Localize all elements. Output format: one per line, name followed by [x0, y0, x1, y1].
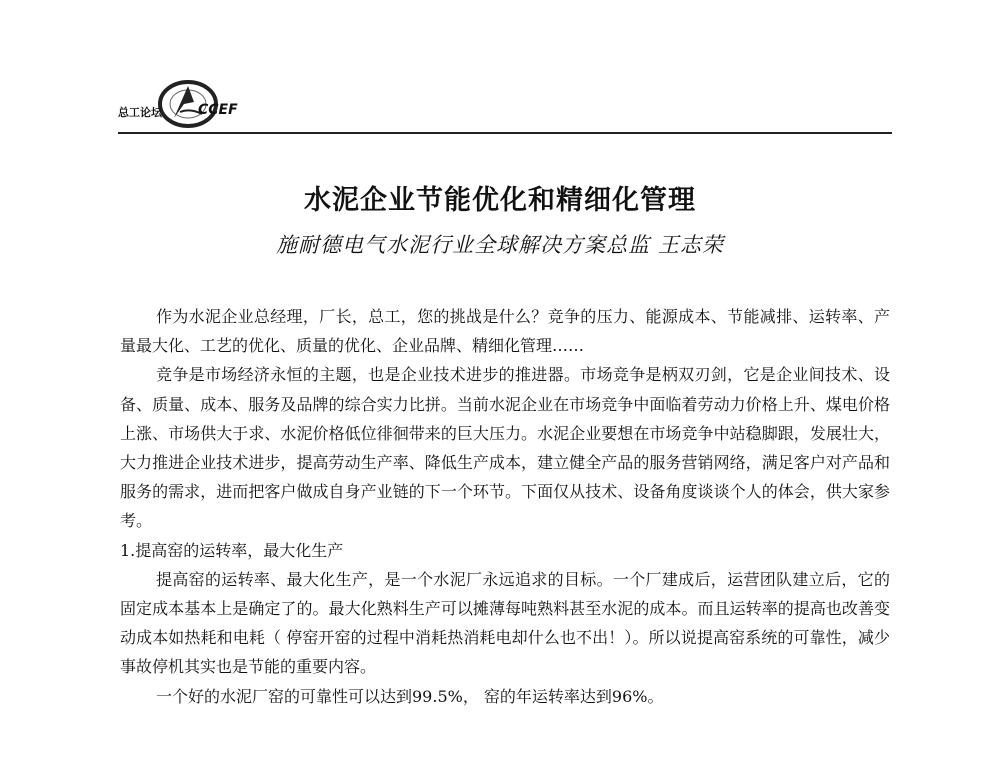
- section-paragraph-1: 提高窑的运转率、最大化生产，是一个水泥厂永远追求的目标。一个厂建成后，运营团队建立后，它的固定成本基本上是确定了的。最大化熟料生产可以摊薄每吨熟料甚至水泥的成本。而且运转率的提高也改善变动成本如热耗和电耗（ 停窑开窑的过程中消耗热消耗电却什么也不出！）。所以说提高窑系统的可靠性，减少事故停机其实也是节能的重要内容。: [120, 569, 890, 677]
- paragraph-2: 竞争是市场经济永恒的主题，也是企业技术进步的推进器。市场竞争是柄双刃剑，它是企业间技术、设备、质量、成本、服务及品牌的综合实力比拼。当前水泥企业在市场竞争中面临着劳动力价格上升、煤电价格上涨、市场供大于求、水泥价格低位徘徊带来的巨大压力。水泥企业要想在市场竞争中站稳脚跟，发展壮大，大力推进企业技术进步，提高劳动生产率、降低生产成本，建立健全产品的服务营销网络，满足客户对产品和服务的需求，进而把客户做成自身产业链的下一个环节。下面仅从技术、设备角度谈谈个人的体会，供大家参考。: [120, 365, 890, 531]
- ccef-logo: [118, 72, 278, 132]
- article-body: [120, 302, 890, 711]
- journal-header: [118, 62, 894, 134]
- article-byline: 施耐德电气水泥行业全球解决方案总监 王志荣: [276, 233, 724, 257]
- section-paragraph-2: 一个好的水泥厂窑的可靠性可以达到99.5%， 窑的年运转率达到96%。: [156, 686, 664, 706]
- header-divider: [118, 132, 892, 134]
- section-heading: 1.提高窑的运转率，最大化生产: [120, 540, 344, 560]
- journal-name-right: CCEF: [198, 102, 238, 118]
- paragraph-1: 作为水泥企业总经理，厂长，总工，您的挑战是什么？竞争的压力、能源成本、节能减排、运转率、产量最大化、工艺的优化、质量的优化、企业品牌、精细化管理……: [120, 307, 890, 356]
- journal-name-left: 总工论坛: [118, 106, 162, 119]
- article-title: 水泥企业节能优化和精细化管理: [304, 185, 696, 216]
